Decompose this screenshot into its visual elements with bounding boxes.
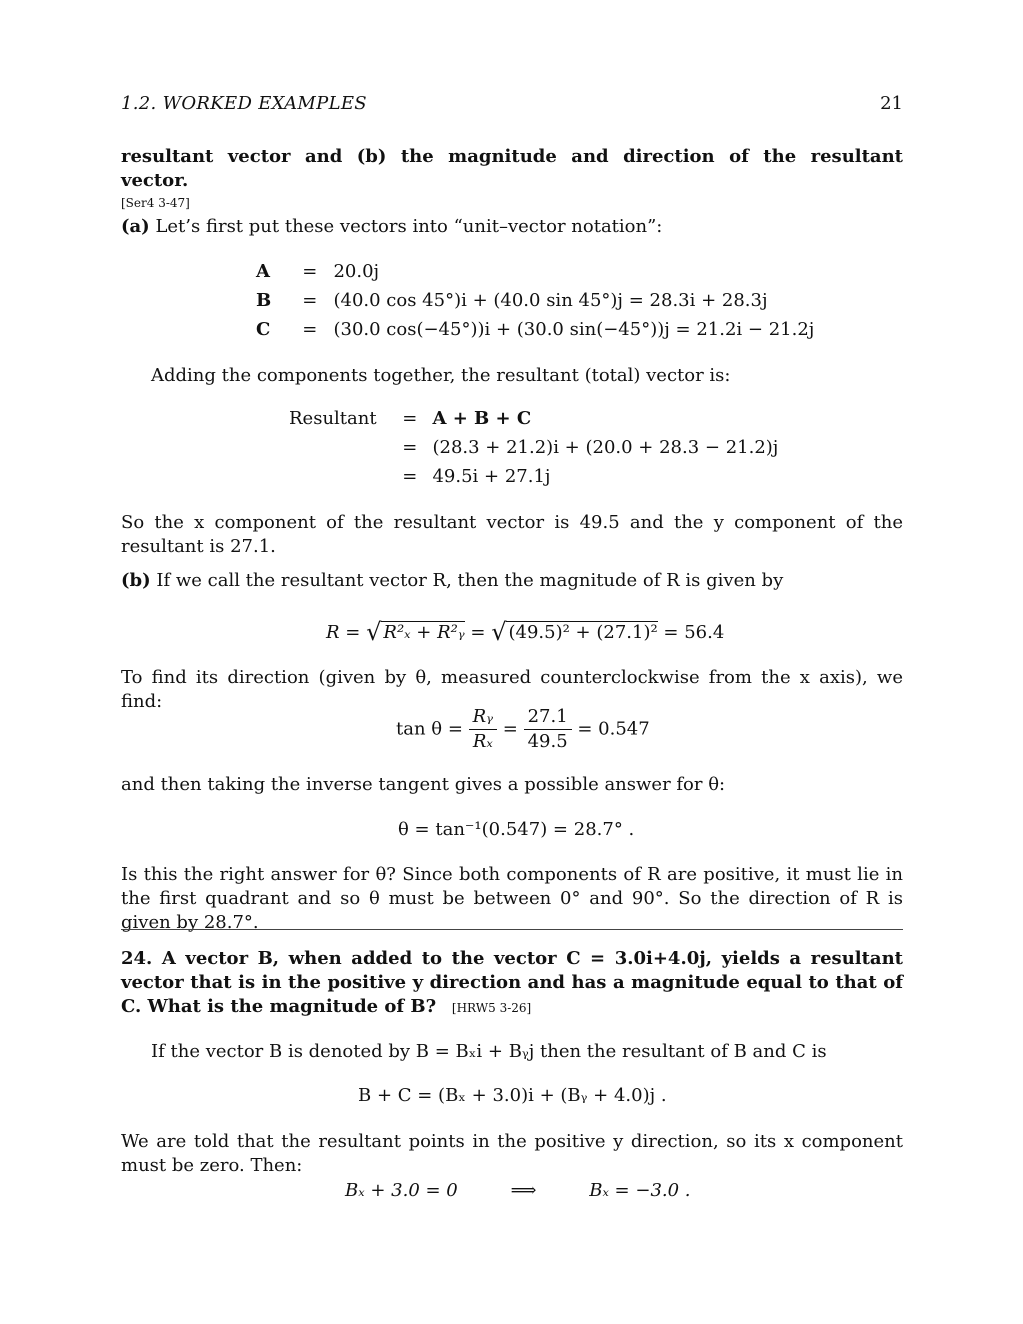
problem-statement-continued <box>121 145 903 215</box>
final-equation <box>345 1179 691 1203</box>
tan-lhs: tan θ = <box>396 718 463 740</box>
part-b-intro-text: If we call the resultant vector R, then the magnitude of R is given by <box>156 570 784 591</box>
problem-24-text: 24. A vector B, when added to the vector C = 3.0i+4.0j, yields a resultant vector that is in the positive y direction and has a magnitude equal to that of C. What is the magnitude of B? <box>121 948 903 1017</box>
inverse-text: and then taking the inverse tangent gives a possible answer for θ: <box>121 774 726 795</box>
eq-lhs: A <box>256 261 270 282</box>
eq-lhs: C <box>256 319 271 340</box>
adding-text: Adding the components together, the resultant (total) vector is: <box>151 365 731 386</box>
direction-text: To find its direction (given by θ, measured counterclockwise from the x axis), we find: <box>121 667 903 712</box>
told-text: We are told that the resultant points in the positive y direction, so its x component must be zero. Then: <box>121 1131 903 1176</box>
eq-rhs: (40.0 cos 45°)i + (40.0 sin 45°)j = 28.3i + 28.3j <box>333 290 768 311</box>
sqrt-icon: √ <box>366 618 382 646</box>
tangent-equation: tan θ = $\frac{\text{Rᵧ}}{\text{Rₓ}}$ = $\frac{27.1}{49.5}$ = 0.547 <box>396 706 650 752</box>
eq-sign: = <box>302 290 318 311</box>
eq-sign: = <box>402 437 418 458</box>
part-b-intro <box>121 569 903 593</box>
part-a-label: (a) <box>121 216 150 237</box>
running-head: 1.2. WORKED EXAMPLES <box>121 93 367 114</box>
section-divider <box>121 929 903 930</box>
mag-lhs: R = <box>326 622 361 643</box>
mag-mid: = <box>470 622 486 643</box>
fraction-numerator: 27.1 <box>524 705 572 730</box>
equation-row <box>289 436 778 465</box>
eq-rhs: (28.3 + 21.2)i + (20.0 + 28.3 − 21.2)j <box>432 437 779 458</box>
quadrant-check-text: Is this the right answer for θ? Since both components of R are positive, it must lie in the first quadrant and so θ must be between 0° and 90°. So the direction of R is given by 28.7°. <box>121 864 903 933</box>
final-eq-right: Bₓ = −3.0 . <box>589 1180 691 1201</box>
part-b-label: (b) <box>121 570 151 591</box>
magnitude-equation <box>326 618 724 645</box>
final-eq-left: Bₓ + 3.0 = 0 <box>345 1180 458 1201</box>
tan-rhs: = 0.547 <box>577 718 650 740</box>
equation-row <box>256 289 814 318</box>
fraction-denominator: 49.5 <box>527 731 568 752</box>
problem-24-statement <box>121 947 903 1020</box>
equation-row <box>256 318 814 347</box>
radicand-2: (49.5)² + (27.1)² <box>508 622 658 643</box>
implies-arrow-icon: ⟹ <box>510 1180 537 1201</box>
page-number: 21 <box>880 93 903 114</box>
eq-sign: = <box>302 319 318 340</box>
equation-row <box>256 260 814 289</box>
radicand-1: R²ₓ + R²ᵧ <box>383 622 465 643</box>
resultant-label: Resultant <box>289 408 377 429</box>
theta-equation: θ = tan⁻¹(0.547) = 28.7° . <box>398 819 635 840</box>
fraction <box>524 705 572 754</box>
eq-rhs: A + B + C <box>432 408 532 429</box>
resultant-equation <box>289 407 778 494</box>
fraction-numerator: Rᵧ <box>469 705 497 730</box>
fraction-denominator: Rₓ <box>472 731 493 752</box>
sum-equation: B + C = (Bₓ + 3.0)i + (Bᵧ + 4.0)j . <box>358 1085 667 1106</box>
sqrt-icon: √ <box>491 618 507 646</box>
running-header <box>121 92 903 116</box>
part-a-conclusion: So the x component of the resultant vector is 49.5 and the y component of the resultant is 27.1. <box>121 512 903 557</box>
problem-text: resultant vector and (b) the magnitude and direction of the resultant vector. <box>121 146 903 191</box>
eq-rhs: (30.0 cos(−45°))i + (30.0 sin(−45°))j = 21.2i − 21.2j <box>333 319 815 340</box>
part-a-intro-text: Let’s first put these vectors into “unit–vector notation”: <box>155 216 663 237</box>
eq-rhs: 49.5i + 27.1j <box>432 466 551 487</box>
mag-rhs: = 56.4 <box>663 622 725 643</box>
eq-lhs: B <box>256 290 272 311</box>
eq-rhs: 20.0j <box>333 261 380 282</box>
source-tag: [Ser4 3-47] <box>121 196 190 210</box>
eq-sign: = <box>302 261 318 282</box>
part-a-intro <box>121 215 903 239</box>
fraction <box>469 705 497 754</box>
eq-sign: = <box>402 408 418 429</box>
equation-row <box>289 465 778 494</box>
denote-text: If the vector B is denoted by B = Bₓi + Bᵧj then the resultant of B and C is <box>151 1041 827 1062</box>
equation-row <box>289 407 778 436</box>
source-tag: [HRW5 3-26] <box>451 1001 532 1015</box>
unit-vector-equations <box>256 260 814 347</box>
eq-sign: = <box>402 466 418 487</box>
